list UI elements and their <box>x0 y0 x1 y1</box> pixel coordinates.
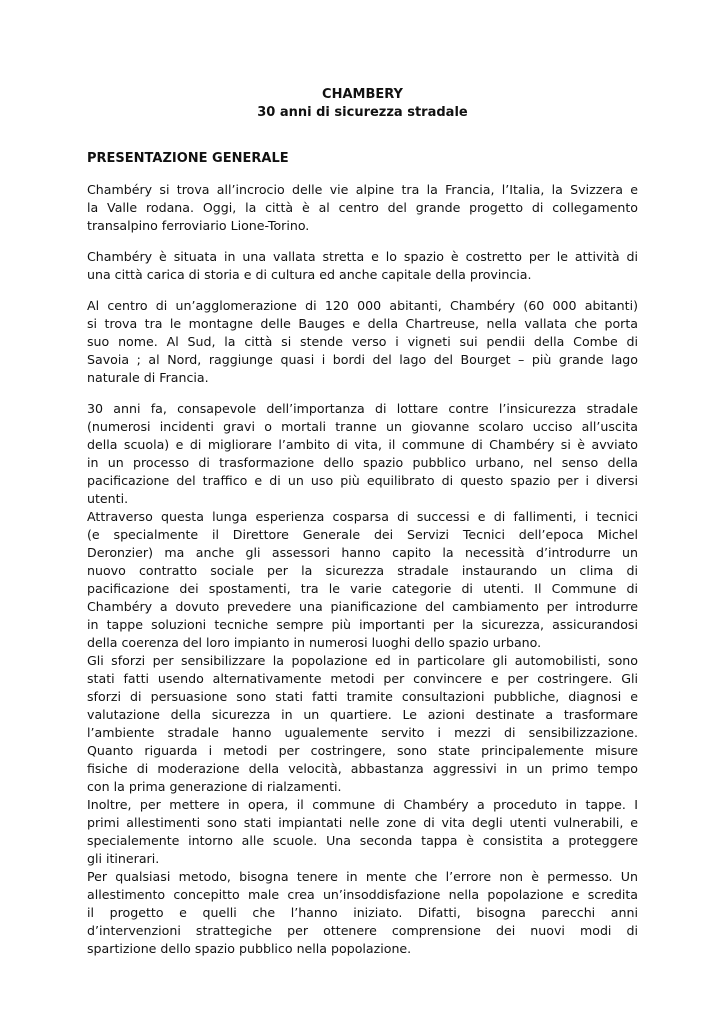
paragraph-line: pacificazione dei spostamenti, tra le varie categorie di utenti. Il Commune di <box>87 581 638 596</box>
paragraph-line: naturale di Francia. <box>87 370 209 385</box>
paragraph-line: si trova tra le montagne delle Bauges e della Chartreuse, nella vallata che porta <box>87 316 638 331</box>
paragraph-line: stati fatti usendo alternativamente metodi per convincere e per costringere. Gli <box>87 671 638 686</box>
paragraph <box>87 796 638 868</box>
paragraph-line: una città carica di storia e di cultura ed anche capitale della provincia. <box>87 267 532 282</box>
document-title <box>87 86 638 122</box>
paragraph-line: Al centro di un’agglomerazione di 120 000 abitanti, Chambéry (60 000 abitanti) <box>87 298 638 313</box>
paragraph-line: Inoltre, per mettere in opera, il commune di Chambéry a proceduto in tappe. I <box>87 797 638 812</box>
section-heading: PRESENTAZIONE GENERALE <box>87 151 289 166</box>
paragraph-line: specialemente intorno alle scuole. Una seconda tappa è consistita a proteggere <box>87 833 638 848</box>
paragraph <box>87 868 638 958</box>
paragraph-line: transalpino ferroviario Lione-Torino. <box>87 218 310 233</box>
paragraph <box>87 400 638 508</box>
paragraph-line: fisiche di moderazione della velocità, abbastanza aggressivi in un primo tempo <box>87 761 638 776</box>
paragraph-line: valutazione della sicurezza in un quartiere. Le azioni destinate a trasformare <box>87 707 638 722</box>
paragraph-line: primi allestimenti sono stati impiantati nelle zone di vita degli utenti vulnerabili, e <box>87 815 638 830</box>
title-line-2: 30 anni di sicurezza stradale <box>257 105 468 120</box>
paragraph-line: 30 anni fa, consapevole dell’importanza di lottare contre l’insicurezza stradale <box>87 401 638 416</box>
paragraph-line: Deronzier) ma anche gli assessori hanno capito la necessità d’introdurre un <box>87 545 638 560</box>
paragraph-line: Attraverso questa lunga esperienza cosparsa di successi e di fallimenti, i tecnici <box>87 509 638 524</box>
document-page <box>87 86 638 971</box>
paragraph-line: Chambéry si trova all’incrocio delle vie alpine tra la Francia, l’Italia, la Svizzera e <box>87 182 638 197</box>
paragraph <box>87 652 638 796</box>
paragraph-line: pacificazione del traffico e di un uso più equilibrato di questo spazio per i diversi <box>87 473 638 488</box>
paragraph <box>87 508 638 652</box>
paragraph-line: l’ambiente stradale hanno ugualemente servito i mezzi di sensibilizzazione. <box>87 725 638 740</box>
paragraph <box>87 297 638 387</box>
paragraph-line: Gli sforzi per sensibilizzare la popolazione ed in particolare gli automobilisti, sono <box>87 653 638 668</box>
paragraph-line: Per qualsiasi metodo, bisogna tenere in mente che l’errore non è permesso. Un <box>87 869 638 884</box>
paragraph-line: in un processo di trasformazione dello spazio pubblico urbano, nel senso della <box>87 455 638 470</box>
paragraph-line: il progetto e quelli che l’hanno iniziato. Difatti, bisogna parecchi anni <box>87 905 638 920</box>
paragraph-line: della coerenza del loro impianto in numerosi luoghi dello spazio urbano. <box>87 635 542 650</box>
paragraph-line: in tappe soluzioni tecniche sempre più importanti per la sicurezza, assicurandosi <box>87 617 638 632</box>
title-line-1: CHAMBERY <box>322 87 403 102</box>
paragraph-line: nuovo contratto sociale per la sicurezza stradale instaurando un clima di <box>87 563 638 578</box>
paragraph-line: d’intervenzioni strattegiche per ottenere comprensione dei nuovi modi di <box>87 923 638 938</box>
paragraph-line: gli itinerari. <box>87 851 160 866</box>
paragraph <box>87 248 638 284</box>
paragraph-line: Quanto riguarda i metodi per costringere, sono state principalemente misure <box>87 743 638 758</box>
paragraph-line: Chambéry a dovuto prevedere una pianificazione del cambiamento per introdurre <box>87 599 638 614</box>
paragraph-line: Savoia ; al Nord, raggiunge quasi i bordi del lago del Bourget – più grande lago <box>87 352 638 367</box>
paragraph-line: della scuola) e di migliorare l’ambito di vita, il commune di Chambéry si è avviato <box>87 437 638 452</box>
paragraph-line: sforzi di persuasione sono stati fatti tramite consultazioni pubbliche, diagnosi e <box>87 689 638 704</box>
paragraph-line: (e specialmente il Direttore Generale dei Servizi Tecnici dell’epoca Michel <box>87 527 638 542</box>
paragraph-line: Chambéry è situata in una vallata stretta e lo spazio è costretto per le attività di <box>87 249 638 264</box>
document-body <box>87 181 638 958</box>
paragraph-line: suo nome. Al Sud, la città si stende verso i vigneti sui pendii della Combe di <box>87 334 638 349</box>
paragraph-line: spartizione dello spazio pubblico nella popolazione. <box>87 941 412 956</box>
paragraph-line: (numerosi incidenti gravi o mortali tranne un giovanne scolaro ucciso all’uscita <box>87 419 638 434</box>
paragraph-line: utenti. <box>87 491 129 506</box>
paragraph-line: con la prima generazione di rialzamenti. <box>87 779 342 794</box>
paragraph-line: allestimento concepitto male crea un’insoddisfazione nella popolazione e scredita <box>87 887 638 902</box>
paragraph-line: la Valle rodana. Oggi, la città è al centro del grande progetto di collegamento <box>87 200 638 215</box>
paragraph <box>87 181 638 235</box>
